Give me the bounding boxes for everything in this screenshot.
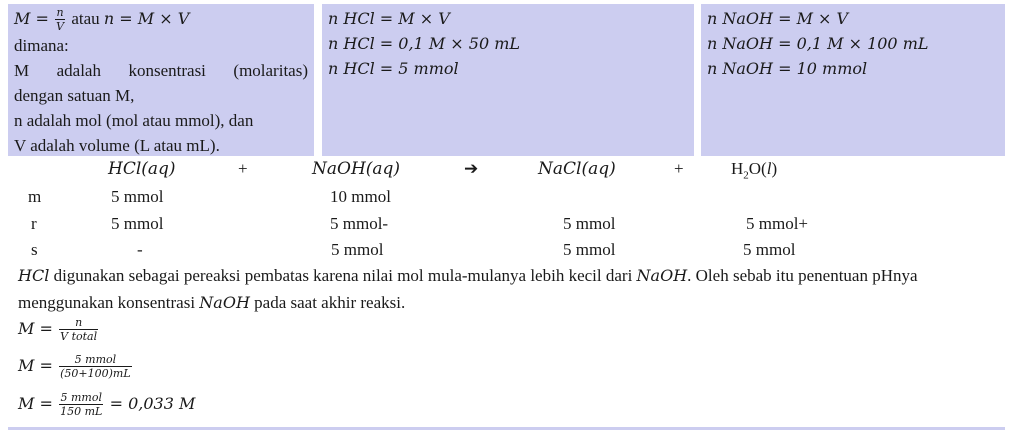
equation-molarity	[18, 317, 100, 343]
water-h: H	[731, 159, 744, 178]
m-naoh: 10 mmol	[330, 187, 391, 206]
naoh-line: n NaOH = M × V	[707, 9, 849, 28]
equation-result	[18, 392, 195, 418]
eq-numerator: 5 mmol	[60, 391, 102, 404]
row-label-r: r	[31, 214, 37, 233]
arrow-icon: ➔	[464, 159, 479, 178]
eq-fraction	[59, 354, 132, 380]
plus-sign: +	[674, 159, 684, 178]
water-subscript: 2	[743, 169, 749, 182]
row-label-s: s	[31, 240, 38, 259]
explanation-paragraph	[18, 262, 948, 316]
def-line-m: M adalah konsentrasi (molaritas)	[14, 61, 308, 81]
eq-fraction	[59, 392, 103, 418]
hcl-line: n HCl = 5 mmol	[328, 59, 459, 78]
m-hcl: 5 mmol	[111, 187, 164, 206]
water-o: O(	[748, 159, 767, 178]
definition-cell	[8, 4, 314, 156]
formula-fraction	[55, 7, 65, 33]
frac-numerator: n	[56, 6, 64, 20]
s-naoh: 5 mmol	[331, 240, 384, 259]
naoh-term: NaOH	[199, 293, 250, 312]
eq-numerator: 5 mmol	[74, 353, 117, 366]
eq-denominator: 150 mL	[60, 405, 103, 418]
paragraph-text: . Oleh sebab itu penentuan pHnya menggunakan konsentrasi	[18, 266, 918, 312]
r-naoh: 5 mmol-	[330, 214, 389, 233]
r-nacl: 5 mmol	[563, 214, 616, 233]
product-water	[731, 159, 777, 181]
eq-lhs: M =	[18, 318, 53, 338]
eq-denominator: V total	[60, 330, 98, 343]
atau-word: atau	[71, 9, 100, 28]
eq-lhs: M =	[18, 355, 53, 375]
s-hcl: -	[137, 240, 143, 259]
r-hcl: 5 mmol	[111, 214, 164, 233]
eq-fraction	[59, 317, 98, 343]
eq-denominator: (50+100)mL	[60, 367, 131, 380]
def-line-v: V adalah volume (L atau mL).	[14, 136, 220, 156]
table-bottom-border	[8, 427, 1005, 430]
hcl-calc-cell	[322, 4, 694, 156]
naoh-line: n NaOH = 10 mmol	[707, 59, 868, 78]
water-state: l	[766, 159, 772, 178]
hcl-line: n HCl = 0,1 M × 50 mL	[328, 34, 521, 53]
formula-rhs: n = M × V	[103, 9, 190, 28]
def-line-satuan: dengan satuan M,	[14, 86, 135, 106]
naoh-calc-cell	[701, 4, 1005, 156]
molarity-formula	[14, 6, 308, 33]
product-nacl: NaCl(aq)	[538, 159, 616, 179]
eq-result: = 0,033 M	[109, 393, 196, 413]
def-line-dimana: dimana:	[14, 36, 69, 56]
paragraph-text: digunakan sebagai pereaksi pembatas karena nilai mol mula-mulanya lebih kecil dari	[49, 266, 637, 285]
row-label-m: m	[28, 187, 42, 206]
formula-lhs: M =	[14, 9, 49, 28]
water-close: )	[771, 159, 778, 178]
plus-sign: +	[238, 159, 248, 178]
frac-denominator: V	[56, 20, 65, 34]
equation-substitution	[18, 354, 134, 380]
eq-numerator: n	[75, 316, 83, 329]
hcl-line: n HCl = M × V	[328, 9, 450, 28]
s-nacl: 5 mmol	[563, 240, 616, 259]
reactant-hcl: HCl(aq)	[108, 159, 176, 179]
naoh-term: NaOH	[636, 266, 688, 285]
reactant-naoh: NaOH(aq)	[312, 159, 401, 179]
eq-lhs: M =	[18, 393, 53, 413]
r-h2o: 5 mmol+	[746, 214, 809, 233]
s-h2o: 5 mmol	[743, 240, 796, 259]
def-line-n: n adalah mol (mol atau mmol), dan	[14, 111, 254, 131]
hcl-term: HCl	[18, 266, 50, 285]
naoh-line: n NaOH = 0,1 M × 100 mL	[707, 34, 929, 53]
paragraph-text: pada saat akhir reaksi.	[249, 293, 406, 312]
